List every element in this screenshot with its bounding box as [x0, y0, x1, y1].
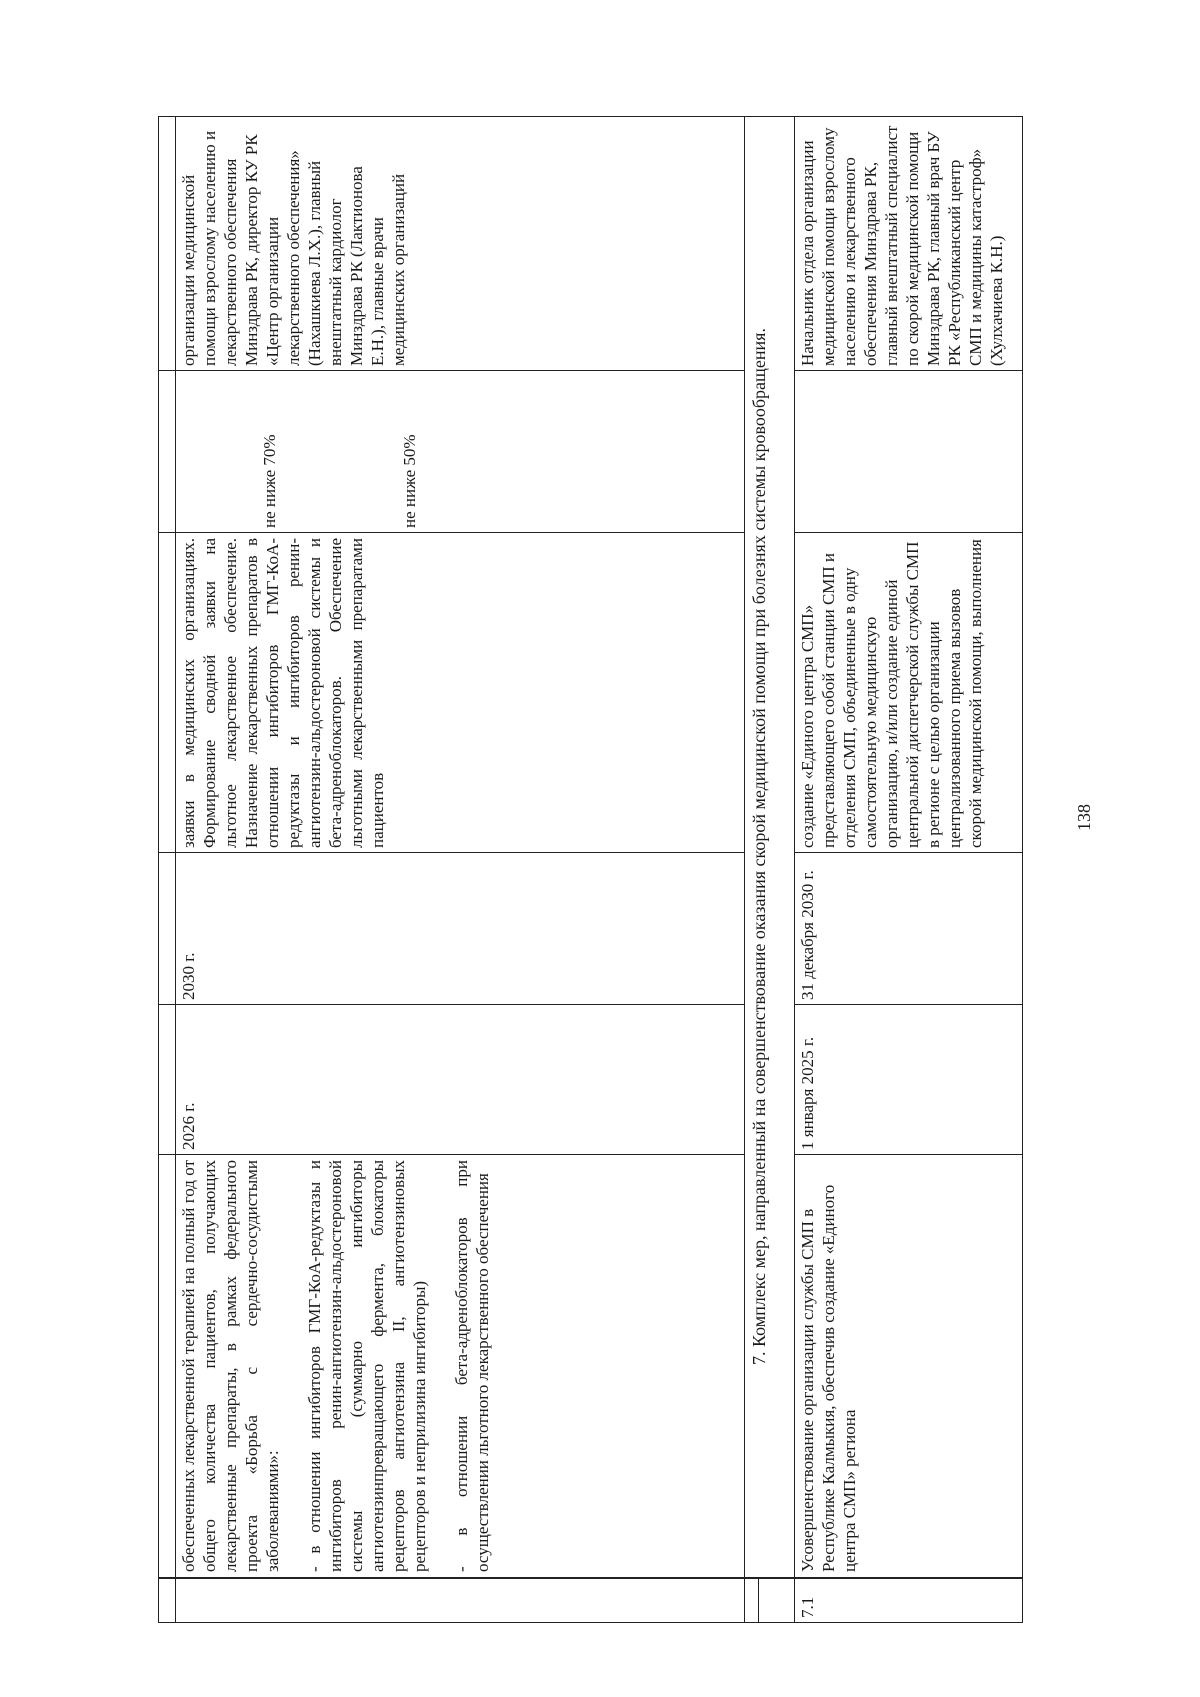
row-continuation-indicator-70: не ниже 70%: [260, 434, 279, 528]
row-7-1-result: создание «Единого центра СМП» представляющего собой станции СМП и отделения СМП, объединенные в одну самостоятельную медицинскую организацию, и/или создание единой центральной диспетчерской службы СМП в регионе с целью организации централизованного приема вызовов скорой медицинской помощи, выполнения: [798, 539, 985, 848]
row-continuation-start: 2026 г.: [179, 1102, 198, 1150]
row-7-1-start: 1 января 2025 г.: [798, 1036, 817, 1150]
row-line-left-stub: [758, 1577, 759, 1623]
row-7-1-responsible: Начальник отдела организации медицинской помощи взрослому населению и лекарственного обеспечения Минздрава РК, главный внештатный специалист по скорой медицинской помощи Минздрава РК, главный врач БУ РК «Республиканский центр СМП и медицины катастроф» (Хулхачиева К.Н.): [798, 125, 1006, 366]
row-continuation-indicator-50: не ниже 50%: [400, 434, 419, 528]
row-continuation-end: 2030 г.: [179, 952, 198, 1000]
section-7-heading: 7. Комплекс мер, направленный на совершенствование оказания скорой медицинской помощи при болезнях системы кровообращения.: [749, 328, 769, 1365]
page-number: 138: [1074, 804, 1094, 831]
row-7-1-description: Усовершенствование организации службы СМП в Республике Калмыкия, обеспечив создание «Единого центра СМП» региона: [798, 1184, 859, 1572]
row-7-1-indicator: [794, 371, 1023, 533]
row-continuation-result: заявки в медицинских организациях. Формирование сводной заявки на льготное лекарственное обеспечение. Назначение лекарственных препаратов в отношении ингибиторов ГМГ-КоА-редуктазы и ингибиторов ренин-ангиотензин-альдостероновой системы и бета-адреноблокаторов. Обеспечение льготными лекарственными препаратами пациентов: [179, 538, 387, 848]
page-number-wrapper: [1073, 804, 1095, 831]
row-continuation-description: обеспеченных лекарственной терапией на полный год от общего количества пациентов, получающих лекарственные препараты, в рамках федерального проекта «Борьба с сердечно-сосудистыми заболеваниями»: - в отношении ингибиторов ГМГ-КоА-редуктазы и ингибиторов ренин-ангиотензин-альдостероновой системы (суммарно ингибиторы ангиотензинпревращающего фермента, блокаторы рецепторов ангиотензина II, ангиотензиновых рецепторов и неприлизина ингибиторы) - в отношении бета-адреноблокаторов при осуществлении льготного лекарственного обеспечения: [179, 1160, 492, 1572]
row-7-1-end: 31 декабря 2030 г.: [798, 870, 817, 1000]
rotated-table-page: [158, 116, 1023, 1623]
row-7-1-number: 7.1: [798, 1596, 817, 1618]
row-continuation-responsible: организации медицинской помощи взрослому населению и лекарственного обеспечения Минздрава РК, директор КУ РК «Центр организации лекарственного обеспечения» (Нахашкиева Л.Х.), главный внештатный кардиолог Минздрава РК (Лактионова Е.Н.), главные врачи медицинских организаций: [179, 130, 408, 366]
